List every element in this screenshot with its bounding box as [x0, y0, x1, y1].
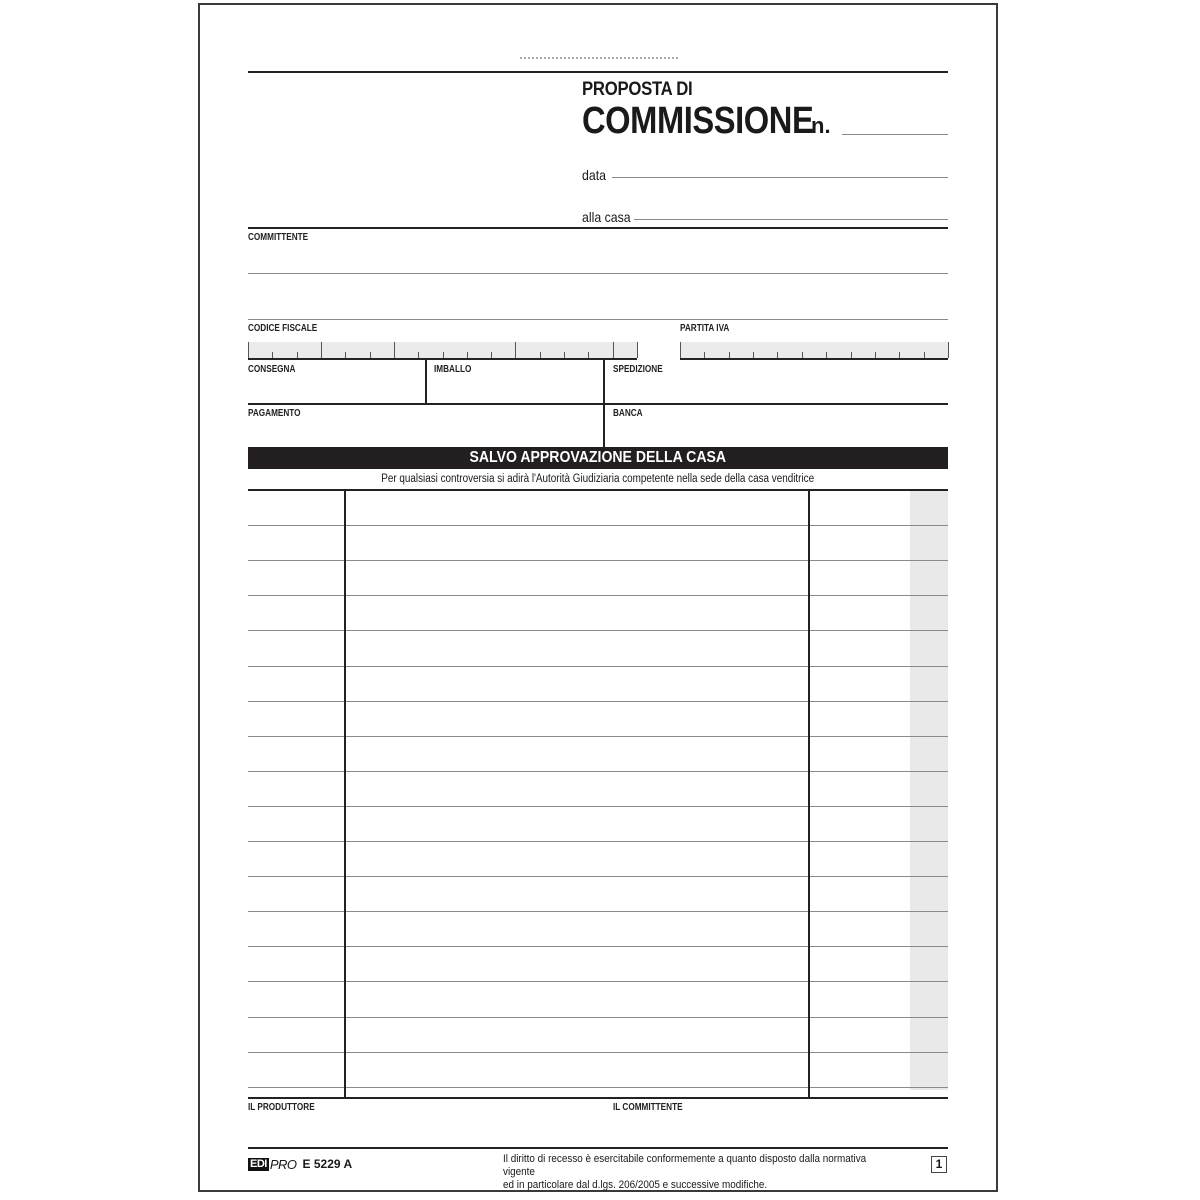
table-row-line	[248, 701, 948, 702]
cell-tick	[297, 352, 298, 358]
committente-label: COMMITTENTE	[248, 232, 309, 243]
table-row[interactable]	[248, 983, 948, 1015]
cell-tick	[637, 342, 638, 358]
signature-producer-field[interactable]	[248, 1114, 588, 1144]
cell-tick	[753, 352, 754, 358]
table-row[interactable]	[248, 703, 948, 735]
divider-consegna-imballo	[425, 360, 427, 404]
legal-notice	[503, 1153, 881, 1192]
table-bottom-rule	[248, 1097, 948, 1099]
top-rule	[248, 71, 948, 73]
cell-tick	[924, 352, 925, 358]
cell-tick	[729, 352, 730, 358]
cell-tick	[875, 352, 876, 358]
table-divider-description	[808, 490, 810, 1098]
cell-tick	[370, 352, 371, 358]
table-row-line	[248, 981, 948, 982]
signature-client-field[interactable]	[613, 1114, 948, 1144]
cell-tick	[588, 352, 589, 358]
table-row-line	[248, 946, 948, 947]
table-divider-code	[344, 490, 346, 1098]
table-row-line	[248, 1087, 948, 1088]
banca-label: BANCA	[613, 408, 643, 419]
table-row[interactable]	[248, 562, 948, 594]
cell-tick	[899, 352, 900, 358]
table-row-line	[248, 876, 948, 877]
table-row-line	[248, 1052, 948, 1053]
section-rule-committente	[248, 227, 948, 229]
table-row-line	[248, 911, 948, 912]
imballo-field[interactable]	[428, 374, 602, 402]
spedizione-field[interactable]	[606, 374, 948, 402]
number-label: n.	[811, 113, 831, 138]
cell-tick	[248, 342, 249, 358]
approval-banner	[248, 447, 948, 469]
legal-line-2: ed in particolare dal d.lgs. 206/2005 e successive modifiche.	[503, 1179, 768, 1191]
legal-line-1: Il diritto di recesso è esercitabile conformemente a quanto disposto dalla normativa vigente	[503, 1153, 867, 1178]
table-row[interactable]	[248, 948, 948, 980]
cell-tick	[467, 352, 468, 358]
consegna-field[interactable]	[248, 374, 424, 402]
table-row[interactable]	[248, 597, 948, 629]
signature-producer-label: IL PRODUTTORE	[248, 1102, 315, 1113]
table-row-line	[248, 736, 948, 737]
cell-tick	[418, 352, 419, 358]
cell-tick	[540, 352, 541, 358]
brand-logo	[248, 1157, 352, 1171]
table-top-rule	[248, 489, 948, 491]
codice-fiscale-input[interactable]	[248, 342, 637, 360]
table-row[interactable]	[248, 738, 948, 770]
table-row[interactable]	[248, 527, 948, 559]
committente-field-line1[interactable]	[248, 273, 948, 274]
consegna-label: CONSEGNA	[248, 364, 296, 375]
perforation-line	[520, 57, 678, 59]
cell-tick	[851, 352, 852, 358]
page-number: 1	[931, 1156, 947, 1173]
brand-pro: PRO	[269, 1156, 297, 1172]
pagamento-field[interactable]	[248, 418, 602, 445]
table-row-line	[248, 806, 948, 807]
table-row[interactable]	[248, 632, 948, 664]
cell-tick	[680, 342, 681, 358]
title-proposta: PROPOSTA DI	[582, 79, 693, 100]
cell-tick	[321, 342, 322, 358]
committente-field-line2[interactable]	[248, 319, 948, 320]
table-row[interactable]	[248, 843, 948, 875]
table-row[interactable]	[248, 878, 948, 910]
codice-fiscale-label: CODICE FISCALE	[248, 323, 318, 334]
signature-client-label: IL COMMITTENTE	[613, 1102, 683, 1113]
title-commissione: COMMISSIONE	[582, 100, 814, 142]
table-row[interactable]	[248, 808, 948, 840]
cell-tick	[826, 352, 827, 358]
partita-iva-input[interactable]	[680, 342, 948, 360]
cell-tick	[613, 342, 614, 358]
partita-iva-label: PARTITA IVA	[680, 323, 730, 334]
table-row-line	[248, 1017, 948, 1018]
banca-field[interactable]	[606, 418, 948, 445]
table-row[interactable]	[248, 773, 948, 805]
cell-tick	[394, 342, 395, 358]
approval-banner-text: SALVO APPROVAZIONE DELLA CASA	[469, 449, 727, 466]
cell-tick	[345, 352, 346, 358]
table-row[interactable]	[248, 668, 948, 700]
date-label: data	[582, 167, 606, 183]
cell-tick	[704, 352, 705, 358]
cell-tick	[564, 352, 565, 358]
rule-pagamento	[248, 403, 948, 405]
brand-edi: EDI	[250, 1157, 267, 1170]
cell-tick	[777, 352, 778, 358]
table-row-line	[248, 841, 948, 842]
table-row-line	[248, 525, 948, 526]
pagamento-label: PAGAMENTO	[248, 408, 301, 419]
cell-tick	[443, 352, 444, 358]
table-row[interactable]	[248, 492, 948, 524]
table-row-line	[248, 560, 948, 561]
cell-tick	[802, 352, 803, 358]
house-label: alla casa	[582, 209, 631, 225]
number-field[interactable]	[842, 134, 948, 135]
footer-rule	[248, 1147, 948, 1149]
imballo-label: IMBALLO	[434, 364, 472, 375]
cell-tick	[272, 352, 273, 358]
date-field[interactable]	[612, 177, 948, 178]
table-row[interactable]	[248, 913, 948, 945]
spedizione-label: SPEDIZIONE	[613, 364, 663, 375]
jurisdiction-note	[248, 473, 948, 485]
cell-tick	[948, 342, 949, 358]
house-field[interactable]	[634, 219, 948, 220]
table-row-line	[248, 666, 948, 667]
product-code: E 5229 A	[302, 1157, 353, 1171]
table-row[interactable]	[248, 1019, 948, 1051]
cell-tick	[491, 352, 492, 358]
table-row-line	[248, 771, 948, 772]
jurisdiction-note-text: Per qualsiasi controversia si adirà l'Autorità Giudiziaria competente nella sede della casa venditrice	[381, 473, 815, 485]
table-row[interactable]	[248, 1054, 948, 1086]
table-row-line	[248, 595, 948, 596]
table-row-line	[248, 630, 948, 631]
cell-tick	[515, 342, 516, 358]
